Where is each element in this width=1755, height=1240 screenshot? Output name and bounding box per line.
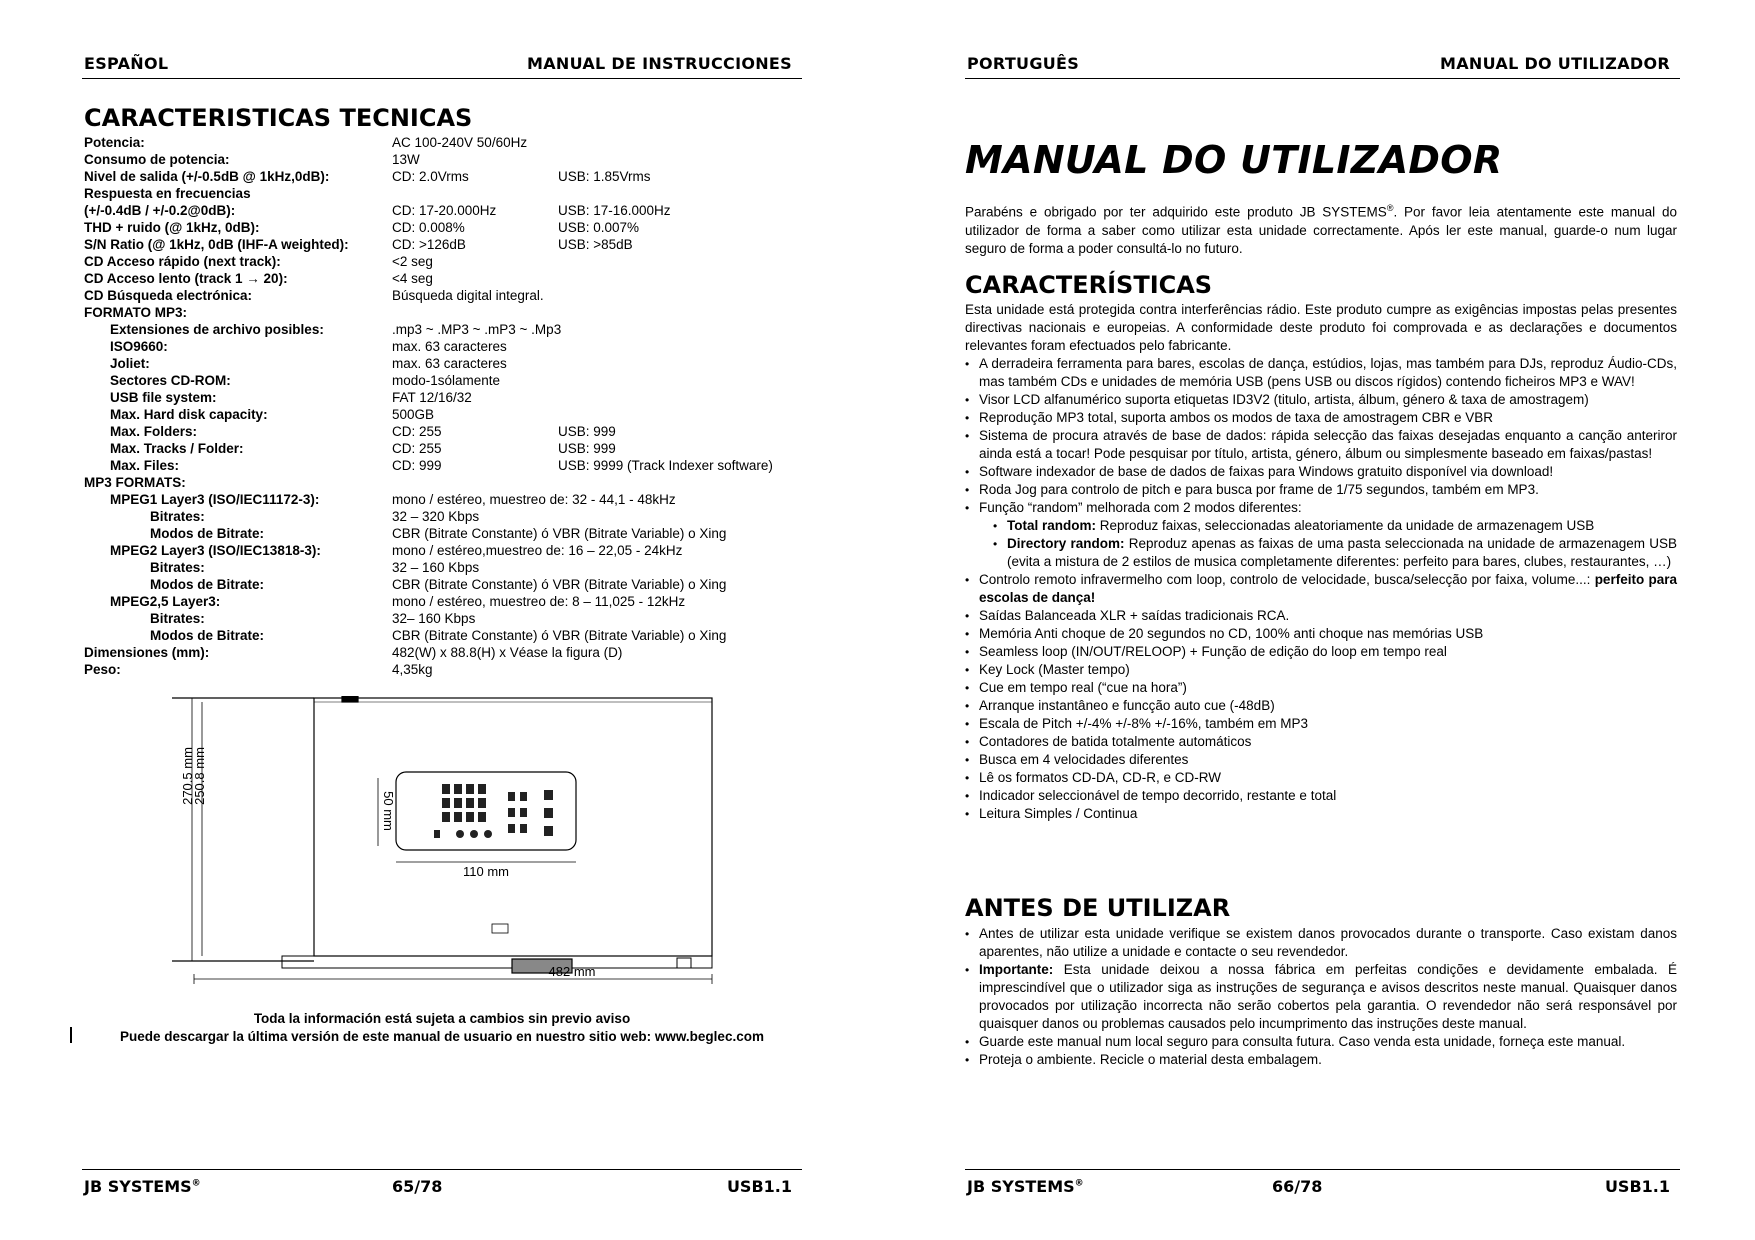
ic-label	[492, 924, 508, 933]
spec-value: CD: 255	[392, 441, 442, 456]
spec-label: (+/-0.4dB / +/-0.2@0dB):	[84, 203, 236, 218]
spec-row	[84, 593, 800, 610]
spec-value: CBR (Bitrate Constante) ó VBR (Bitrate Variable) o Xing	[392, 577, 727, 592]
page-header	[965, 54, 1680, 79]
spec-value: 4,35kg	[392, 662, 433, 677]
spec-label: FORMATO MP3:	[84, 305, 187, 320]
spec-value: CD: 2.0Vrms	[392, 169, 469, 184]
list-item: • Antes de utilizar esta unidade verifique se existem danos provocados durante o transporte. Caso existam danos aparentes, não utilize a unidade e contacte o seu revendedor.	[965, 925, 1677, 961]
spec-row	[84, 134, 800, 151]
page-left	[82, 0, 802, 1240]
spec-value: 13W	[392, 152, 420, 167]
spec-value: <2 seg	[392, 254, 433, 269]
footer-model: USB1.1	[726, 1177, 792, 1196]
spec-value: max. 63 caracteres	[392, 339, 507, 354]
spec-row	[84, 168, 800, 185]
dim-width: 482 mm	[548, 964, 596, 979]
change-bar	[70, 1027, 72, 1043]
spec-row	[84, 525, 800, 542]
spec-value: CBR (Bitrate Constante) ó VBR (Bitrate Variable) o Xing	[392, 628, 727, 643]
spec-value: CD: >126dB	[392, 237, 466, 252]
spec-label: CD Acceso rápido (next track):	[84, 254, 281, 269]
spec-label: Peso:	[84, 662, 121, 677]
list-item: • Busca em 4 velocidades diferentes	[965, 751, 1677, 769]
features-list	[965, 355, 1677, 823]
spec-value: 500GB	[392, 407, 435, 422]
spec-row	[84, 644, 800, 661]
spec-label: Bitrates:	[150, 560, 205, 575]
spec-value: mono / estéreo, muestreo de: 8 – 11,025 - 12kHz	[392, 594, 686, 609]
spec-label: MP3 FORMATS:	[84, 475, 186, 490]
spec-row	[84, 321, 800, 338]
front-panel	[282, 956, 712, 968]
spec-label: MPEG2,5 Layer3:	[110, 594, 221, 609]
spec-row	[84, 270, 800, 287]
features-intro: Esta unidade está protegida contra interferências rádio. Este produto cumpre as exigências impostas pelas presentes directivas nacionais e europeias. A conformidade deste produto foi comprovada e as declarações e documentos relevantes foram efectuados pelo fabricante.	[965, 302, 1677, 353]
dim-panel-height: 50 mm	[381, 791, 396, 831]
spec-value: CD: 255	[392, 424, 442, 439]
spec-row	[84, 372, 800, 389]
spec-value-usb: USB: 17-16.000Hz	[558, 203, 671, 218]
spec-label: Max. Tracks / Folder:	[110, 441, 244, 456]
spec-label: Joliet:	[110, 356, 150, 371]
spec-row	[84, 508, 800, 525]
page-header	[82, 54, 802, 79]
dim-body-depth: 250.8 mm	[192, 747, 207, 805]
spec-label: ISO9660:	[110, 339, 168, 354]
spec-label: Potencia:	[84, 135, 145, 150]
spec-value: AC 100-240V 50/60Hz	[392, 135, 528, 150]
spec-row	[84, 219, 800, 236]
before-use-list	[965, 925, 1677, 1069]
spec-label: Extensiones de archivo posibles:	[110, 322, 324, 337]
spec-value: max. 63 caracteres	[392, 356, 507, 371]
list-item: • Lê os formatos CD-DA, CD-R, e CD-RW	[965, 769, 1677, 787]
page-right	[965, 0, 1680, 1240]
list-item: • Memória Anti choque de 20 segundos no CD, 100% anti choque nas memórias USB	[965, 625, 1677, 643]
spec-value: mono / estéreo,muestreo de: 16 – 22,05 - 24kHz	[392, 543, 683, 558]
spec-label: Nivel de salida (+/-0.5dB @ 1kHz,0dB):	[84, 169, 330, 184]
section-title-specs: CARACTERISTICAS TECNICAS	[84, 104, 473, 132]
spec-value: 482(W) x 88.8(H) x Véase la figura (D)	[392, 645, 623, 660]
sub-list-item: • Directory random: Reproduz apenas as faixas de uma pasta seleccionada na unidade de armazenagem USB (evita a mistura de 2 estilos de musica completamente diferentes: perfeito para bares, clubes, restaurantes, …)	[979, 535, 1677, 571]
spec-label: Modos de Bitrate:	[150, 628, 265, 643]
document-title: MANUAL DO UTILIZADOR	[965, 138, 1503, 182]
spec-label: Dimensiones (mm):	[84, 645, 210, 660]
specs-table	[84, 134, 800, 678]
spec-value: CD: 17-20.000Hz	[392, 203, 497, 218]
spec-value: CD: 0.008%	[392, 220, 465, 235]
footer-model: USB1.1	[1604, 1177, 1670, 1196]
spec-value: 32 – 160 Kbps	[392, 560, 480, 575]
spec-label: Consumo de potencia:	[84, 152, 230, 167]
spec-label: MPEG2 Layer3 (ISO/IEC13818-3):	[110, 543, 321, 558]
spec-value-usb: USB: >85dB	[558, 237, 633, 252]
spec-row	[84, 423, 800, 440]
spec-value-usb: USB: 9999 (Track Indexer software)	[558, 458, 773, 473]
spec-value-usb: USB: 1.85Vrms	[558, 169, 651, 184]
spec-label: Max. Folders:	[110, 424, 198, 439]
list-item: • Saídas Balanceada XLR + saídas tradicionais RCA.	[965, 607, 1677, 625]
spec-label: Modos de Bitrate:	[150, 526, 265, 541]
spec-row	[84, 474, 800, 491]
spec-label: S/N Ratio (@ 1kHz, 0dB (IHF-A weighted):	[84, 237, 349, 252]
list-item: • Seamless loop (IN/OUT/RELOOP) + Função de edição do loop em tempo real	[965, 643, 1677, 661]
spec-row	[84, 406, 800, 423]
spec-label: THD + ruido (@ 1kHz, 0dB):	[84, 220, 260, 235]
spec-row	[84, 440, 800, 457]
spec-row	[84, 610, 800, 627]
list-item: • Cue em tempo real (“cue na hora”)	[965, 679, 1677, 697]
spec-label: Max. Hard disk capacity:	[110, 407, 268, 422]
spec-value: 32– 160 Kbps	[392, 611, 476, 626]
spec-label: Bitrates:	[150, 611, 205, 626]
list-item: • Sistema de procura através de base de dados: rápida selecção das faixas desejadas enquanto a canção anteriror ainda está a tocar! Pode pesquisar por título, artista, género, álbum ou simplesmente baseado em faixas/pastas!	[965, 427, 1677, 463]
list-item: • Leitura Simples / Continua	[965, 805, 1677, 823]
spec-label: CD Búsqueda electrónica:	[84, 288, 253, 303]
spec-row	[84, 627, 800, 644]
connector	[677, 958, 691, 968]
spec-row	[84, 457, 800, 474]
header-title: MANUAL DE INSTRUCCIONES	[526, 54, 792, 73]
spec-row	[84, 389, 800, 406]
spec-value: modo-1sólamente	[392, 373, 501, 388]
spec-value: Búsqueda digital integral.	[392, 288, 544, 303]
list-item: • A derradeira ferramenta para bares, escolas de dança, estúdios, lojas, mas também para DJs, reproduz Áudio-CDs, mas também CDs e unidades de memória USB (pens USB ou discos rígidos) contendo ficheiros MP3 e WAV!	[965, 355, 1677, 391]
spec-value: <4 seg	[392, 271, 433, 286]
footer-page: 65/78	[392, 1177, 443, 1196]
spec-row	[84, 151, 800, 168]
list-item: • Escala de Pitch +/-4% +/-8% +/-16%, também em MP3	[965, 715, 1677, 733]
intro-paragraph: Parabéns e obrigado por ter adquirido este produto JB SYSTEMS®. Por favor leia atentamente este manual do utilizador de forma a saber como utilizar esta unidade correctamente. Após ler este manual, guarde-o num lugar seguro de forma a poder consultá-lo no futuro.	[965, 203, 1678, 256]
spec-label: Modos de Bitrate:	[150, 577, 265, 592]
footer-brand: JB SYSTEMS®	[84, 1177, 201, 1196]
spec-row	[84, 253, 800, 270]
spec-label: CD Acceso lento (track 1 → 20):	[84, 271, 288, 286]
spec-row	[84, 287, 800, 304]
spec-value-usb: USB: 0.007%	[558, 220, 640, 235]
section-title-features: CARACTERÍSTICAS	[965, 271, 1213, 299]
dimension-drawing	[172, 696, 792, 1006]
spec-row	[84, 338, 800, 355]
list-item: • Key Lock (Master tempo)	[965, 661, 1677, 679]
spec-row	[84, 576, 800, 593]
spec-value: CBR (Bitrate Constante) ó VBR (Bitrate Variable) o Xing	[392, 526, 727, 541]
list-item: • Importante: Esta unidade deixou a nossa fábrica em perfeitas condições e devidamente embalada. É imprescindível que o utilizador siga as instruções de segurança e avisos descritos neste manual. Quaisquer danos provocados por utilização incorrecta não serão cobertos pela garantia. O revendedor não será responsável por quaisquer danos ou problemas causados pelo incumprimento das instruções deste manual.	[965, 961, 1677, 1033]
page-footer	[82, 1169, 802, 1200]
panel-buttons	[434, 784, 553, 838]
notes	[82, 1010, 802, 1046]
spec-value-usb: USB: 999	[558, 441, 616, 456]
note-line: Toda la información está sujeta a cambios sin previo aviso	[253, 1011, 631, 1026]
list-item: • Roda Jog para controlo de pitch e para busca por frame de 1/75 segundos, também em MP3.	[965, 481, 1677, 499]
list-item: • Indicador seleccionável de tempo decorrido, restante e total	[965, 787, 1677, 805]
note-line: Puede descargar la última versión de este manual de usuario en nuestro sitio web: www.beglec.com	[120, 1029, 764, 1044]
spec-value: FAT 12/16/32	[392, 390, 472, 405]
spec-row	[84, 559, 800, 576]
spec-row	[84, 491, 800, 508]
spec-row	[84, 304, 800, 321]
list-item: • Proteja o ambiente. Recicle o material desta embalagem.	[965, 1051, 1677, 1069]
header-language: ESPAÑOL	[84, 54, 169, 73]
top-knob	[342, 696, 358, 702]
dim-total-depth: 270.5 mm	[180, 747, 195, 805]
spec-label: MPEG1 Layer3 (ISO/IEC11172-3):	[110, 492, 320, 507]
spec-value: CD: 999	[392, 458, 442, 473]
spec-label: USB file system:	[110, 390, 217, 405]
header-title: MANUAL DO UTILIZADOR	[1440, 54, 1670, 73]
spec-label: Respuesta en frecuencias	[84, 186, 251, 201]
spec-row	[84, 185, 800, 202]
page-footer	[965, 1169, 1680, 1200]
list-item: • Visor LCD alfanumérico suporta etiquetas ID3V2 (titulo, artista, álbum, género & taxa de amostragem)	[965, 391, 1677, 409]
list-item: • Controlo remoto infravermelho com loop, controlo de velocidade, busca/selecção por faixa, volume...: perfeito para escolas de dança!	[965, 571, 1677, 607]
spec-row	[84, 202, 800, 219]
spec-row	[84, 236, 800, 253]
spec-value: .mp3 ~ .MP3 ~ .mP3 ~ .Mp3	[392, 322, 562, 337]
list-item: • Contadores de batida totalmente automáticos	[965, 733, 1677, 751]
spec-row	[84, 661, 800, 678]
header-language: PORTUGUÊS	[967, 54, 1080, 73]
spec-row	[84, 542, 800, 559]
section-title-before-use: ANTES DE UTILIZAR	[965, 894, 1231, 922]
footer-brand: JB SYSTEMS®	[967, 1177, 1084, 1196]
footer-page: 66/78	[1272, 1177, 1323, 1196]
sub-list-item: • Total random: Reproduz faixas, seleccionadas aleatoriamente da unidade de armazenagem USB	[979, 517, 1677, 535]
spec-row	[84, 355, 800, 372]
spec-value: 32 – 320 Kbps	[392, 509, 480, 524]
list-item: • Função “random” melhorada com 2 modos diferentes: • Total random: Reproduz faixas, seleccionadas aleatoriamente da unidade de armazenagem USB • Directory random: Reproduz apenas as faixas de uma pasta seleccionada na unidade de armazenagem USB (evita a mistura de 2 estilos de musica completamente diferentes: perfeito para bares, clubes, restaurantes, …)	[965, 499, 1677, 571]
spec-value-usb: USB: 999	[558, 424, 616, 439]
spec-label: Max. Files:	[110, 458, 180, 473]
list-item: • Guarde este manual num local seguro para consulta futura. Caso venda esta unidade, forneça este manual.	[965, 1033, 1677, 1051]
list-item: • Software indexador de base de dados de faixas para Windows gratuito disponível via download!	[965, 463, 1677, 481]
spec-value: mono / estéreo, muestreo de: 32 - 44,1 - 48kHz	[392, 492, 676, 507]
spec-label: Sectores CD-ROM:	[110, 373, 231, 388]
list-item: • Reprodução MP3 total, suporta ambos os modos de taxa de amostragem CBR e VBR	[965, 409, 1677, 427]
spec-label: Bitrates:	[150, 509, 205, 524]
list-item: • Arranque instantâneo e funcção auto cue (-48dB)	[965, 697, 1677, 715]
dim-panel-width: 110 mm	[463, 864, 509, 879]
